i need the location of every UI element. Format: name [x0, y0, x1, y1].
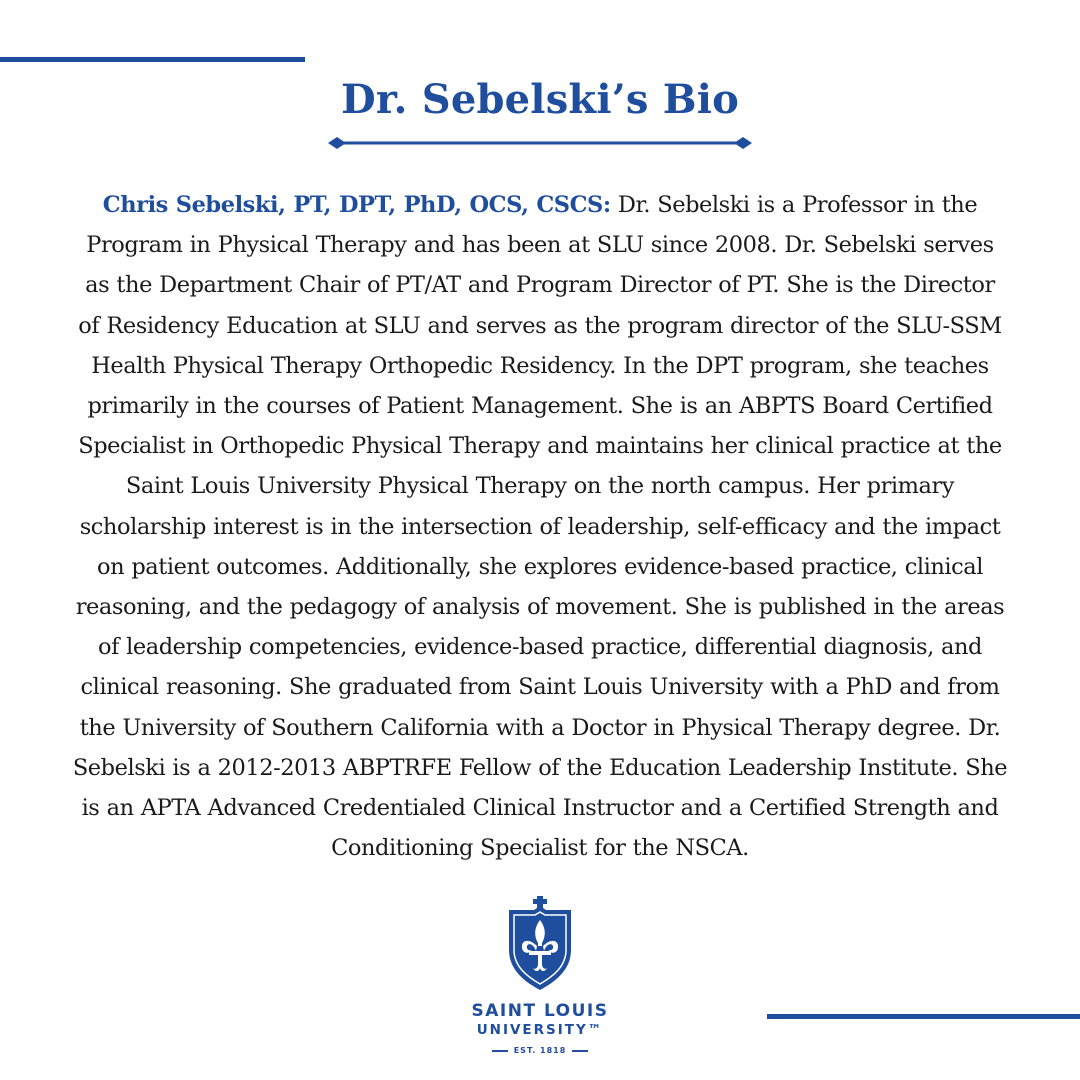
bio-line: Sebelski is a 2012-2013 ABPTRFE Fellow of the Education Leadership Institute. She — [72, 754, 1008, 781]
bio-line: clinical reasoning. She graduated from Saint Louis University with a PhD and from — [80, 674, 1000, 701]
bio-name: Chris Sebelski, PT, DPT, PhD, OCS, CSCS: — [102, 192, 611, 218]
bio-line: of Residency Education at SLU and serves as the program director of the SLU-SSM — [78, 312, 1002, 339]
fleur-de-lis-shield-icon — [505, 896, 575, 992]
logo-est-row — [462, 1046, 618, 1055]
bio-line — [10, 185, 1070, 225]
bio-line-text: Dr. Sebelski is a Professor in the — [610, 192, 978, 218]
bio-line: as the Department Chair of PT/AT and Program Director of PT. She is the Director — [85, 272, 995, 299]
logo-wordmark-line2: UNIVERSITY™ — [476, 1022, 604, 1038]
slu-logo — [462, 896, 618, 1066]
bio-line: on patient outcomes. Additionally, she explores evidence-based practice, clinical — [96, 553, 984, 580]
bio-line: is an APTA Advanced Credentialed Clinical Instructor and a Certified Strength and — [81, 795, 999, 822]
bottom-right-rule — [767, 1014, 1080, 1019]
est-dash-left — [492, 1050, 508, 1052]
bio-line: the University of Southern California with a Doctor in Physical Therapy degree. Dr. — [79, 714, 1001, 741]
title-underline-divider — [325, 133, 755, 153]
est-dash-right — [572, 1050, 588, 1052]
bio-line: reasoning, and the pedagogy of analysis of movement. She is published in the areas — [75, 594, 1005, 621]
bio-line: scholarship interest is in the intersection of leadership, self-efficacy and the impact — [79, 513, 1001, 540]
bio-text — [10, 185, 1070, 868]
logo-wordmark-line1: SAINT LOUIS — [471, 1001, 609, 1021]
bio-line: Conditioning Specialist for the NSCA. — [331, 835, 749, 862]
top-left-rule — [0, 57, 305, 62]
logo-est: EST. 1818 — [513, 1046, 567, 1055]
bio-line: Health Physical Therapy Orthopedic Residency. In the DPT program, she teaches — [91, 352, 989, 379]
bio-line: Program in Physical Therapy and has been at SLU since 2008. Dr. Sebelski serves — [86, 232, 994, 259]
page-title: Dr. Sebelski’s Bio — [341, 76, 739, 123]
bio-line: primarily in the courses of Patient Management. She is an ABPTS Board Certified — [87, 393, 993, 420]
bio-line: Specialist in Orthopedic Physical Therapy and maintains her clinical practice at the — [78, 433, 1002, 460]
bio-line: Saint Louis University Physical Therapy on the north campus. Her primary — [125, 473, 955, 500]
bio-line: of leadership competencies, evidence-based practice, differential diagnosis, and — [97, 634, 983, 661]
